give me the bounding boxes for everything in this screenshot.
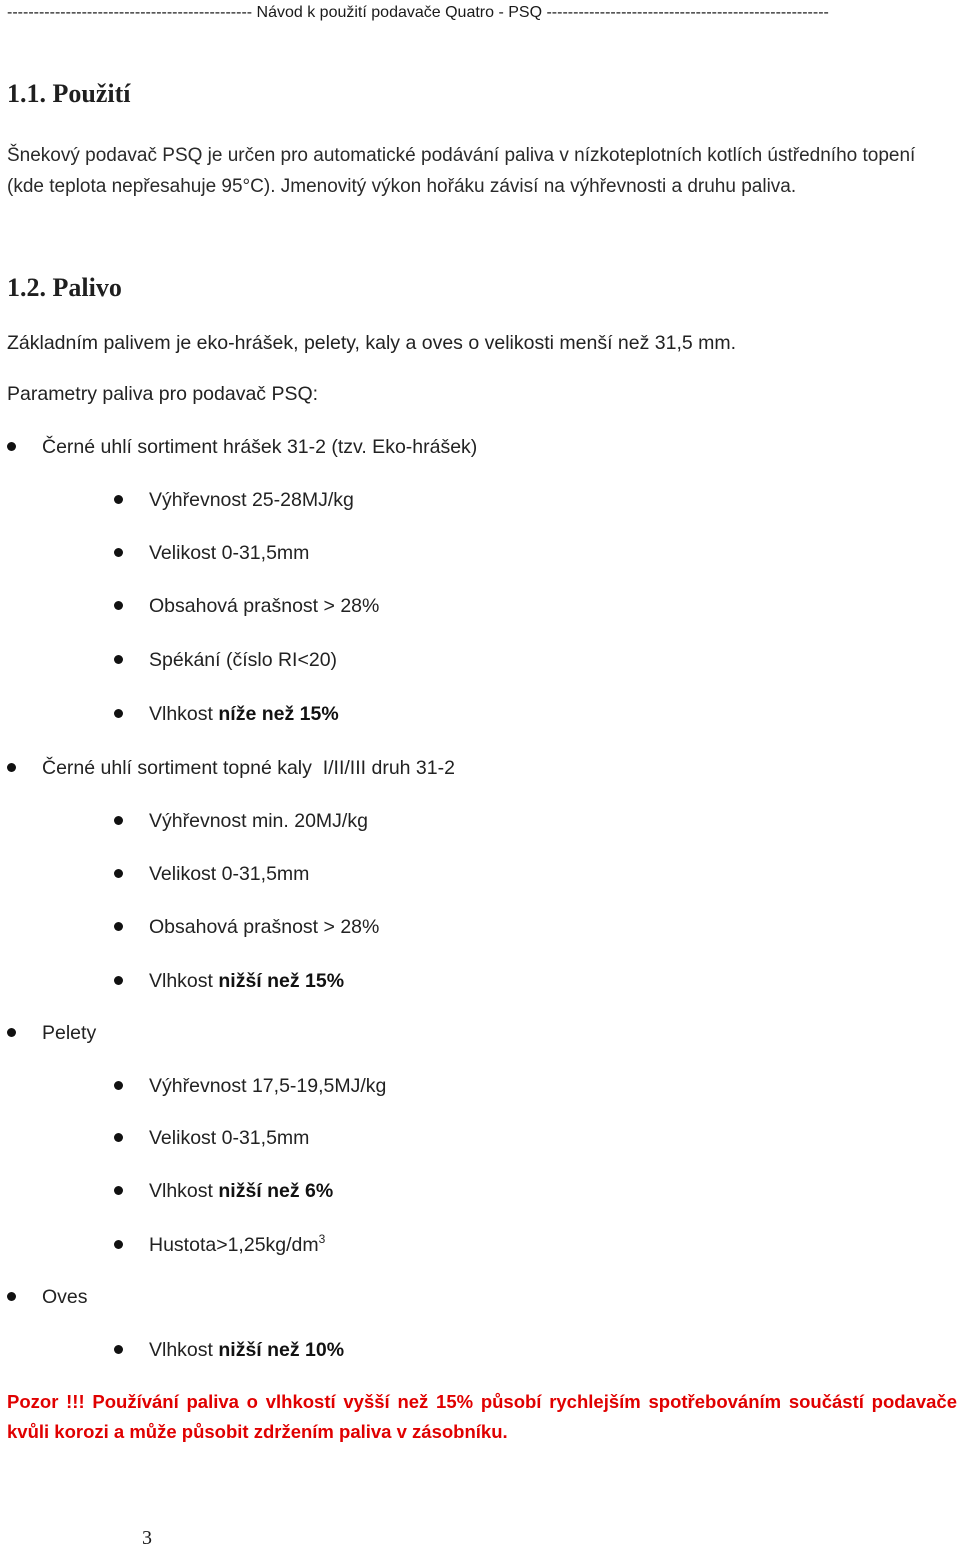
bullet-icon xyxy=(7,763,16,772)
bullet-icon xyxy=(114,1345,123,1354)
fuel-property: Výhřevnost min. 20MJ/kg xyxy=(149,810,368,832)
fuel-property: Obsahová prašnost > 28% xyxy=(149,595,380,617)
bullet-icon xyxy=(114,1186,123,1195)
section-1-paragraph-line-1: Šnekový podavač PSQ je určen pro automatické podávání paliva v nízkoteplotních kotlích ústředního topení xyxy=(7,145,916,166)
fuel-item-kaly: Černé uhlí sortiment topné kaly I/II/III druh 31-2 xyxy=(42,757,455,779)
fuel-property: Vlhkost nižší než 15% xyxy=(149,970,345,992)
section-2-title: 1.2. Palivo xyxy=(7,273,122,302)
bullet-icon xyxy=(114,816,123,825)
fuel-item-eko-hrasek: Černé uhlí sortiment hrášek 31-2 (tzv. Eko-hrášek) xyxy=(42,436,478,458)
fuel-parameters-label: Parametry paliva pro podavač PSQ: xyxy=(7,383,319,405)
fuel-property: Výhřevnost 25-28MJ/kg xyxy=(149,489,354,511)
bullet-icon xyxy=(114,1081,123,1090)
warning-line-1: Pozor !!! Používání paliva o vlhkostí vyšší než 15% působí rychlejším spotřebováním součástí podavače xyxy=(7,1391,957,1412)
fuel-property: Obsahová prašnost > 28% xyxy=(149,916,380,938)
bullet-icon xyxy=(114,495,123,504)
section-1-paragraph-line-2: (kde teplota nepřesahuje 95°C). Jmenovitý výkon hořáku závisí na výhřevnosti a druhu paliva. xyxy=(7,176,797,197)
bullet-icon xyxy=(114,1133,123,1142)
bullet-icon xyxy=(7,1028,16,1037)
bullet-icon xyxy=(114,655,123,664)
page-header: ---------------------------------------------- Návod k použití podavače Quatro - PSQ ----------------------------------------------------- xyxy=(7,4,829,21)
section-1-title: 1.1. Použití xyxy=(7,79,131,108)
bullet-icon xyxy=(114,976,123,985)
bullet-icon xyxy=(114,869,123,878)
bullet-icon xyxy=(114,1240,123,1249)
fuel-property: $Hustota>1,25kg/dm^3$ xyxy=(149,1232,326,1256)
fuel-property: Velikost 0-31,5mm xyxy=(149,542,310,564)
fuel-property: Velikost 0-31,5mm xyxy=(149,863,310,885)
page-number: 3 xyxy=(142,1527,152,1549)
warning-line-2: kvůli korozi a může působit zdržením paliva v zásobníku. xyxy=(7,1421,508,1442)
fuel-property: Vlhkost níže než 15% xyxy=(149,703,339,725)
bullet-icon xyxy=(7,442,16,451)
bullet-icon xyxy=(114,548,123,557)
fuel-property: Velikost 0-31,5mm xyxy=(149,1127,310,1149)
bullet-icon xyxy=(7,1292,16,1301)
bullet-icon xyxy=(114,709,123,718)
fuel-item-pelety: Pelety xyxy=(42,1022,97,1044)
fuel-property: Vlhkost nižší než 6% xyxy=(149,1180,334,1202)
fuel-property: Spékání (číslo RI<20) xyxy=(149,649,338,671)
section-2-intro: Základním palivem je eko-hrášek, pelety, kaly a oves o velikosti menší než 31,5 mm. xyxy=(7,332,737,354)
bullet-icon xyxy=(114,601,123,610)
fuel-item-oves: Oves xyxy=(42,1286,88,1308)
fuel-property: Výhřevnost 17,5-19,5MJ/kg xyxy=(149,1075,387,1097)
fuel-property: Vlhkost nižší než 10% xyxy=(149,1339,345,1361)
bullet-icon xyxy=(114,922,123,931)
